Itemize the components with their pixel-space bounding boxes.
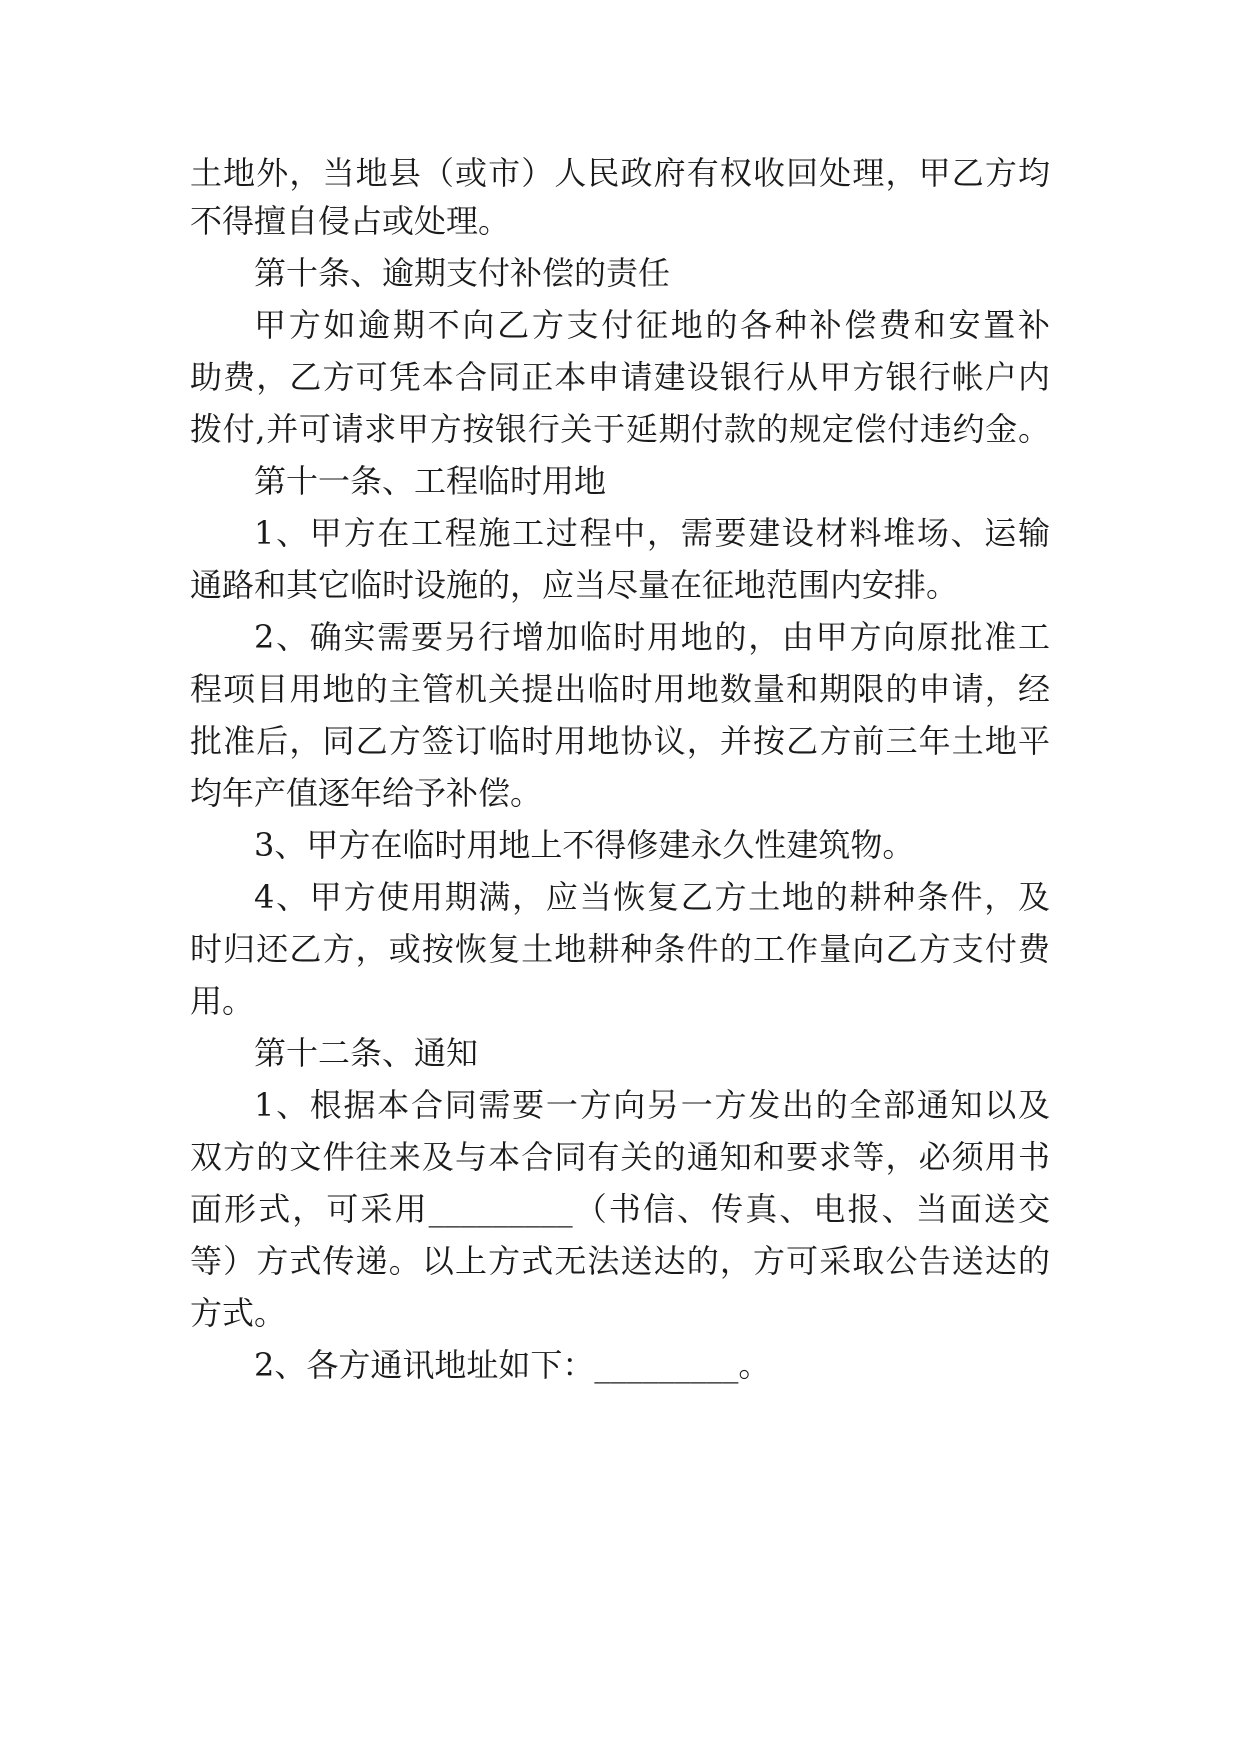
text-line: 双方的文件往来及与本合同有关的通知和要求等，必须用书 (190, 1138, 1050, 1176)
text-line: 2、确实需要另行增加临时用地的，由甲方向原批准工 (254, 618, 1050, 656)
text-line: 程项目用地的主管机关提出临时用地数量和期限的申请，经 (190, 670, 1050, 708)
section-heading: 第十二条、通知 (254, 1034, 479, 1072)
text-line: 土地外，当地县（或市）人民政府有权收回处理，甲乙方均 (190, 154, 1050, 192)
text-line: 2、各方通讯地址如下：_________。 (254, 1346, 771, 1384)
text-line: 1、甲方在工程施工过程中，需要建设材料堆场、运输 (254, 514, 1050, 552)
text-line: 方式。 (190, 1294, 287, 1332)
section-heading: 第十一条、工程临时用地 (254, 462, 607, 500)
section-heading: 第十条、逾期支付补偿的责任 (254, 254, 671, 292)
text-line: 1、根据本合同需要一方向另一方发出的全部通知以及 (254, 1086, 1050, 1124)
text-line: 拨付,并可请求甲方按银行关于延期付款的规定偿付违约金。 (190, 410, 1050, 448)
text-line: 等）方式传递。以上方式无法送达的，方可采取公告送达的 (190, 1242, 1050, 1280)
text-line: 3、甲方在临时用地上不得修建永久性建筑物。 (254, 826, 915, 864)
text-line: 批准后，同乙方签订临时用地协议，并按乙方前三年土地平 (190, 722, 1050, 760)
text-line: 通路和其它临时设施的，应当尽量在征地范围内安排。 (190, 566, 959, 604)
text-line: 助费，乙方可凭本合同正本申请建设银行从甲方银行帐户内 (190, 358, 1050, 396)
text-line: 甲方如逾期不向乙方支付征地的各种补偿费和安置补 (254, 306, 1050, 344)
text-line: 均年产值逐年给予补偿。 (190, 774, 543, 812)
text-line: 不得擅自侵占或处理。 (190, 202, 511, 240)
text-line: 用。 (190, 982, 255, 1020)
text-line: 时归还乙方，或按恢复土地耕种条件的工作量向乙方支付费 (190, 930, 1050, 968)
text-line: 4、甲方使用期满，应当恢复乙方土地的耕种条件，及 (254, 878, 1050, 916)
text-line: 面形式，可采用_________（书信、传真、电报、当面送交 (190, 1190, 1050, 1228)
